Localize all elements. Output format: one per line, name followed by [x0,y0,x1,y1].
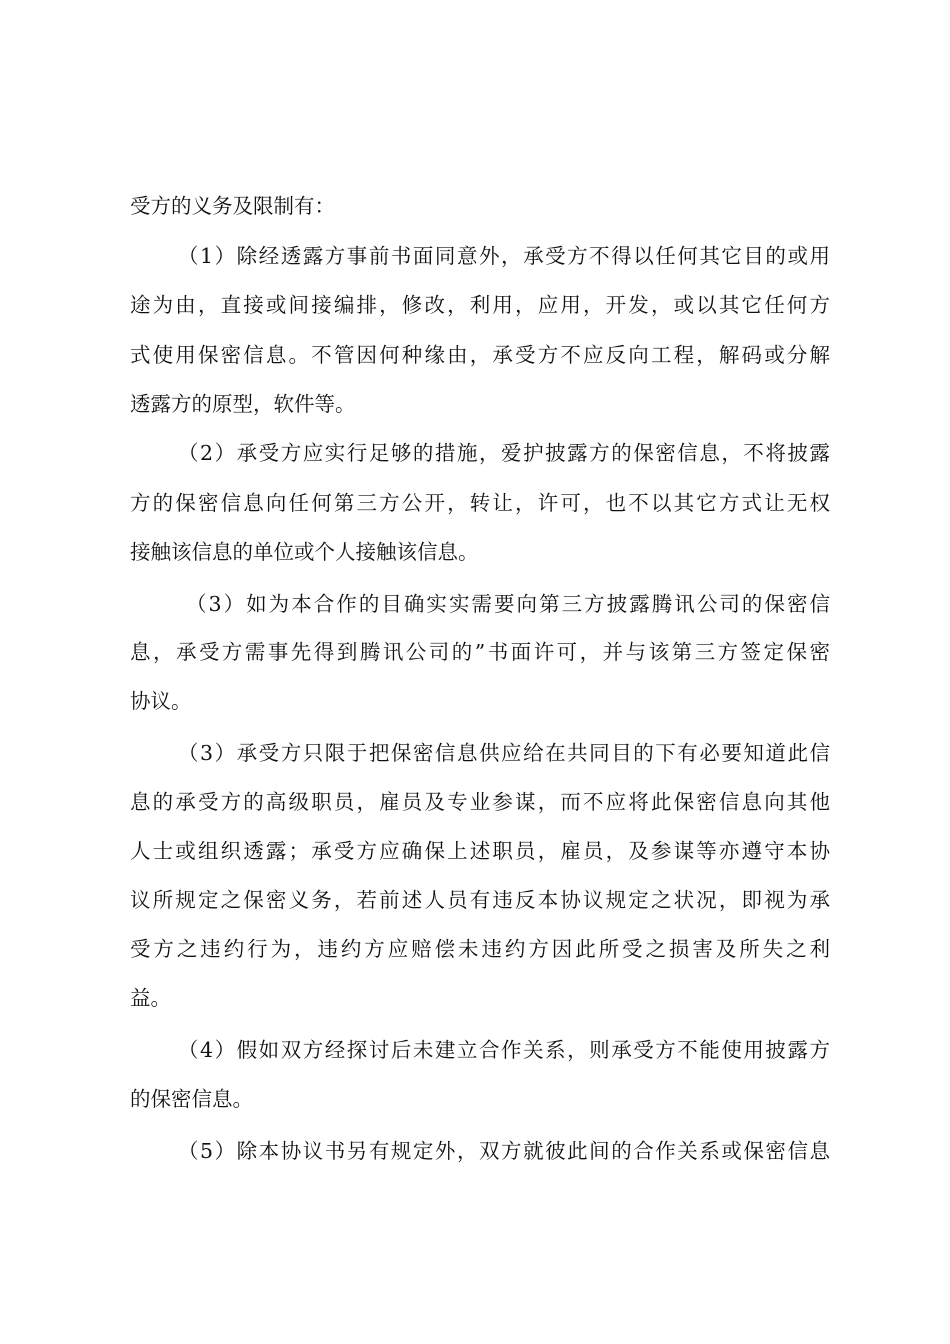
paragraph-3-line: （3）如为本合作的目确实实需要向第三方披露腾讯公司的保密信 [186,592,830,616]
paragraph-2-line: （2）承受方应实行足够的措施，爱护披露方的保密信息，不将披露 [178,441,830,465]
paragraph-4-line: 息的承受方的高级职员，雇员及专业参谋，而不应将此保密信息向其他 [130,790,830,814]
paragraph-3-line: 协议。 [130,689,192,713]
paragraph-1-line: （1）除经透露方事前书面同意外，承受方不得以任何其它目的或用 [178,244,830,268]
paragraph-4-line: 人士或组织透露；承受方应确保上述职员，雇员，及参谋等亦遵守本协 [130,839,830,863]
paragraph-1-line: 途为由，直接或间接编排，修改，利用，应用，开发，或以其它任何方 [130,293,830,317]
paragraph-3-line: 息，承受方需事先得到腾讯公司的”书面许可，并与该第三方签定保密 [130,640,830,664]
paragraph-2-line: 方的保密信息向任何第三方公开，转让，许可，也不以其它方式让无权 [130,491,830,515]
paragraph-2-line: 接触该信息的单位或个人接触该信息。 [130,540,479,564]
paragraph-4-line: （3）承受方只限于把保密信息供应给在共同目的下有必要知道此信 [178,741,830,765]
paragraph-4-line: 议所规定之保密义务，若前述人员有违反本协议规定之状况，即视为承 [130,888,830,912]
paragraph-5-line: （4）假如双方经探讨后未建立合作关系，则承受方不能使用披露方 [178,1038,830,1062]
paragraph-1-line: 透露方的原型，软件等。 [130,392,356,416]
paragraph-1-line: 式使用保密信息。不管因何种缘由，承受方不应反向工程，解码或分解 [130,343,830,367]
text-line: 受方的义务及限制有： [130,194,335,218]
paragraph-4-line: 受方之违约行为，违约方应赔偿未违约方因此所受之损害及所失之利 [130,937,830,961]
paragraph-4-line: 益。 [130,986,171,1010]
paragraph-6-line: （5）除本协议书另有规定外，双方就彼此间的合作关系或保密信息 [178,1139,830,1163]
paragraph-5-line: 的保密信息。 [130,1087,253,1111]
